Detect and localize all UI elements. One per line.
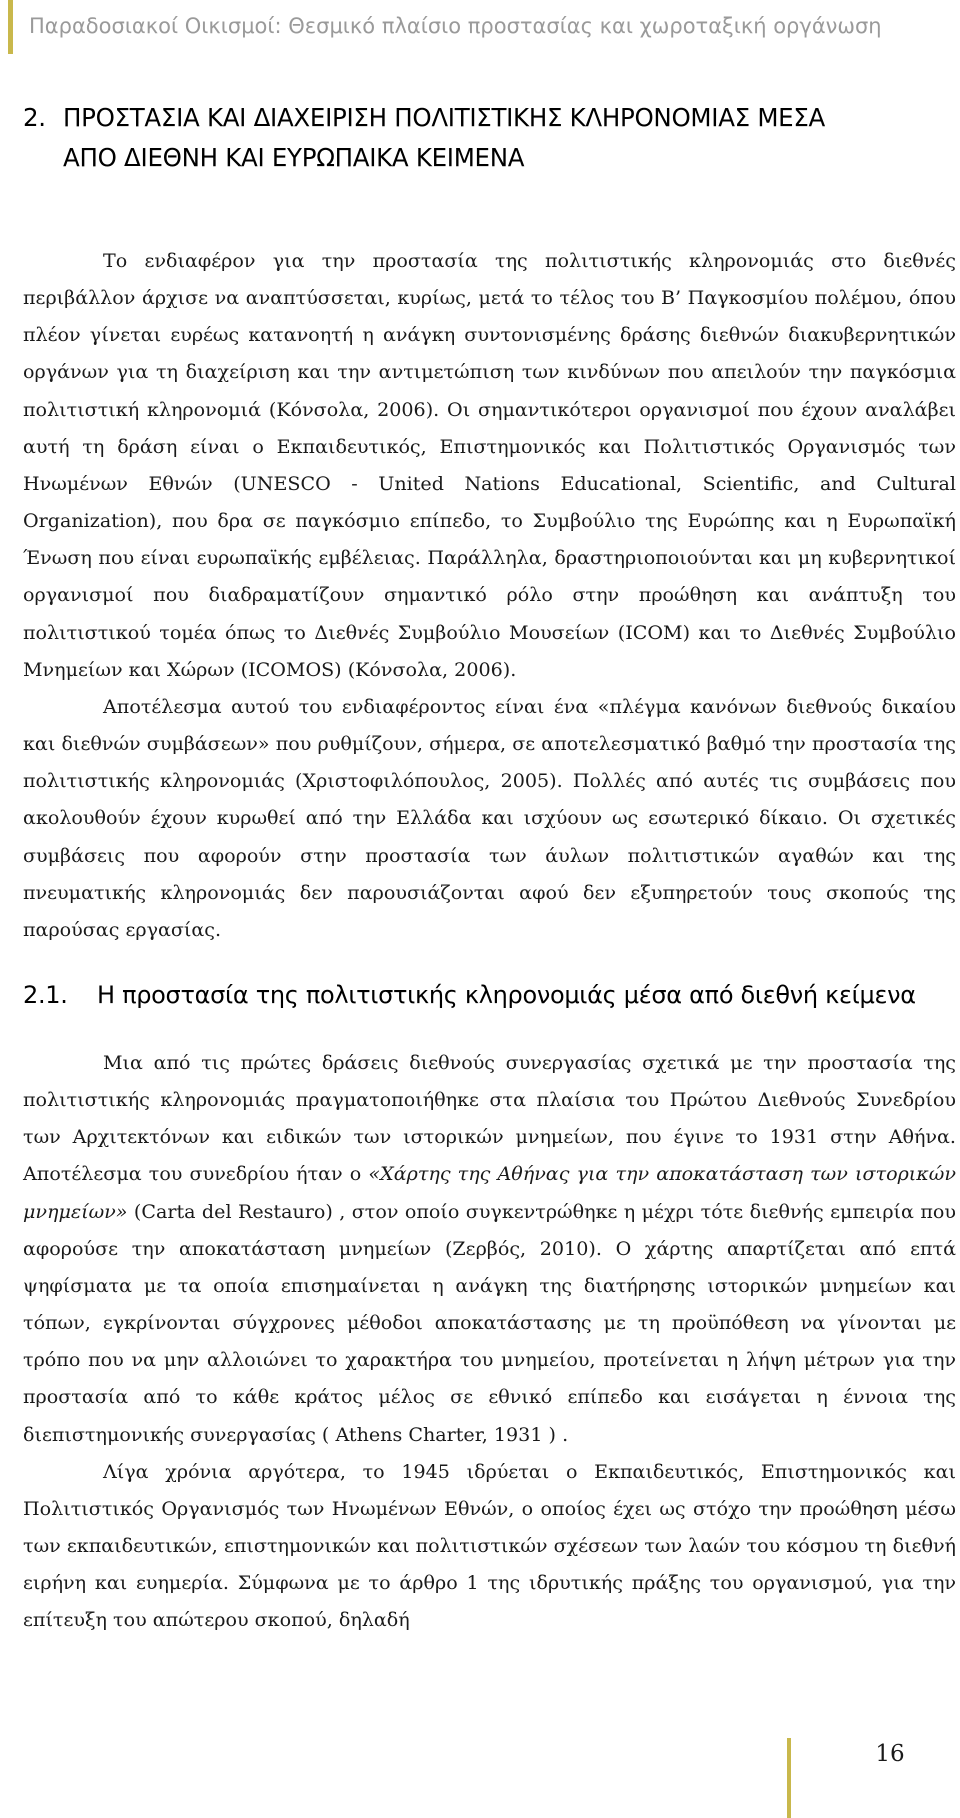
paragraph: Αποτέλεσμα αυτού του ενδιαφέροντος είναι ένα «πλέγμα κανόνων διεθνούς δικαίου και διεθνών συμβάσεων» που ρυθμίζουν, σήμερα, σε αποτελεσματικό βαθμό την προστασία της πολιτιστικής κληρονομιάς (Χριστοφιλόπουλος, 2005). Πολλές από αυτές τις συμβάσεις που ακολουθούν έχουν κυρωθεί από την Ελλάδα και ισχύουν ως εσωτερικό δίκαιο. Οι σχετικές συμβάσεις που αφορούν στην προστασία των άυλων πολιτιστικών αγαθών και της πνευματικής κληρονομιάς δεν παρουσιάζονται αφού δεν εξυπηρετούν τους σκοπούς της παρούσας εργασίας. <box>23 694 956 941</box>
subsection-heading <box>23 975 953 1015</box>
subsection-title: Η προστασία της πολιτιστικής κληρονομιάς μέσα από διεθνή κείμενα <box>97 981 916 1009</box>
paragraph-text: (Carta del Restauro) , στον οποίο συγκεντρώθηκε η μέχρι τότε διεθνής εμπειρία που αφορούσε την αποκατάσταση μνημείων (Ζερβός, 2010). Ο χάρτης απαρτίζεται από επτά ψηφίσματα με τα οποία επισημαίνεται η ανάγκη της διατήρησης ιστορικών μνημείων και τόπων, εγκρίνονται σύγχρονες μέθοδοι αποκατάστασης με τη προϋπόθεση να γίνονται με τρόπο που να μην αλλοιώνει το χαρακτήρα του μνημείου, προτείνεται η λήψη μέτρων για την προστασία από το κάθε κράτος μέλος σε εθνικό επίπεδο και εισάγεται η έννοια της διεπιστημονικής συνεργασίας ( Athens Charter, 1931 ) . <box>23 1199 956 1446</box>
section-number: 2. <box>23 103 46 132</box>
subsection-body <box>23 1044 956 1639</box>
section-title-line-1: ΠΡΟΣΤΑΣΙΑ ΚΑΙ ΔΙΑΧΕΙΡΙΣΗ ΠΟΛΙΤΙΣΤΙΚΗΣ ΚΛΗΡΟΝΟΜΙΑΣ ΜΕΣΑ <box>63 103 825 132</box>
section-heading <box>23 98 953 178</box>
paragraph <box>23 1044 956 1453</box>
section-title-line-2: ΑΠΟ ΔΙΕΘΝΗ ΚΑΙ ΕΥΡΩΠΑΙΚΑ ΚΕΙΜΕΝΑ <box>63 143 525 172</box>
paragraph-text: Μια από τις πρώτες δράσεις διεθνούς συνεργασίας σχετικά με την προστασία της πολιτιστικής κληρονομιάς πραγματοποιήθηκε στα πλαίσια του Πρώτου Διεθνούς Συνεδρίου των Αρχιτεκτόνων και ειδικών των ιστορικών μνημείων, που έγινε το 1931 στην Αθήνα. Αποτέλεσμα του συνεδρίου ήταν ο <box>23 1051 956 1186</box>
paragraph: Λίγα χρόνια αργότερα, το 1945 ιδρύεται ο Εκπαιδευτικός, Επιστημονικός και Πολιτιστικός Οργανισμός των Ηνωμένων Εθνών, ο οποίος έχει ως στόχο την προώθηση μέσω των εκπαιδευτικών, επιστημονικών και πολιτιστικών σχέσεων των λαών του κόσμου τη διεθνή ειρήνη και ευημερία. Σύμφωνα με το άρθρο 1 της ιδρυτικής πράξης του οργανισμού, για την επίτευξη του απώτερου σκοπού, δηλαδή <box>23 1459 956 1632</box>
running-header: Παραδοσιακοί Οικισμοί: Θεσμικό πλαίσιο προστασίας και χωροταξική οργάνωση <box>8 0 952 54</box>
paragraph: Το ενδιαφέρον για την προστασία της πολιτιστικής κληρονομιάς στο διεθνές περιβάλλον άρχισε να αναπτύσσεται, κυρίως, μετά το τέλος του Β’ Παγκοσμίου πολέμου, όπου πλέον γίνεται ευρέως κατανοητή η ανάγκη συντονισμένης δράσης διεθνών διακυβερνητικών οργάνων για τη διαχείριση και την αντιμετώπιση των κινδύνων που απειλούν την παγκόσμια πολιτιστική κληρονομιά (Κόνσολα, 2006). Οι σημαντικότεροι οργανισμοί που έχουν αναλάβει αυτή τη δράση είναι ο Εκπαιδευτικός, Επιστημονικός και Πολιτιστικός Οργανισμός των Ηνωμένων Εθνών (UNESCO - United Nations Educational, Scientific, and Cultural Organization), που δρα σε παγκόσμιο επίπεδο, το Συμβούλιο της Ευρώπης και η Ευρωπαϊκή Ένωση που είναι ευρωπαϊκής εμβέλειας. Παράλληλα, δραστηριοποιούνται και μη κυβερνητικοί οργανισμοί που διαδραματίζουν σημαντικό ρόλο στην προώθηση και ανάπτυξη του πολιτιστικού τομέα όπως το Διεθνές Συμβούλιο Μουσείων (ICOM) και το Διεθνές Συμβούλιο Μνημείων και Χώρων (ICOMOS) (Κόνσολα, 2006). <box>23 249 956 681</box>
section-body <box>23 242 956 948</box>
athens-charter-title: «Χάρτης της Αθήνας για την αποκατάσταση των ιστορικών μνημείων» <box>23 1162 956 1223</box>
page-number: 16 <box>875 1741 905 1767</box>
footer-accent-bar <box>787 1738 791 1818</box>
subsection-number: 2.1. <box>23 981 68 1009</box>
